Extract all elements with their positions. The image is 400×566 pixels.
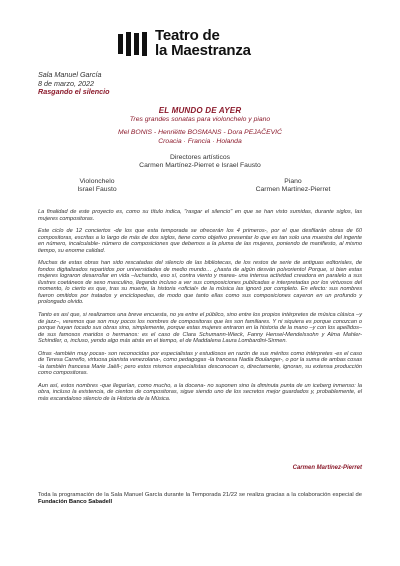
theatre-logo [118, 28, 251, 58]
logo-line-1: Teatro de [155, 27, 220, 44]
program-title: EL MUNDO DE AYER [158, 106, 242, 115]
event-meta [38, 71, 110, 97]
footer-note [38, 492, 362, 507]
author-signature: Carmen Martínez-Pierret [292, 465, 362, 471]
logo-text [155, 28, 251, 58]
paragraph: La finalidad de este proyecto es, como su título indica, "rasgar el silencio" en que se han visto sumidas, durante siglos, las mujeres compositoras. [38, 209, 362, 222]
composers: Mel BONIS - Henriëtte BOSMANS - Dora PEJAČEVIĆ [118, 129, 282, 136]
paragraph: Este ciclo de 12 conciertos -de los que esta temporada se ofrecerán los 4 primeros-, por el que desfilarán obras de 60 compositoras, escritas a lo largo de más de dos siglos, tiene como objetivo presentar lo que es tan solo una muestra del ingente en número, incalculable- número de composiciones que debemos a la pluma de las mujeres, poniendo de manifiesto, al mismo tiempo, su enorme calidad. [38, 228, 362, 254]
directors-heading: Directores artísticos [169, 154, 231, 161]
paragraph: Muchas de estas obras han sido rescatadas del silencio de las bibliotecas, de los restos de serie de antiguas editoriales, de fondos digitalizados repartidos por universidades de medio mundo… ¿hasta de algún desván polvoriento! Porque, si bien estas mujeres lograron desarrollar en vida –luchando, eso sí, contra viento y marea- una intensa actividad creadora en paralelo a sus ilustres coetáneos de sexo masculino, llegando incluso a ver sus composiciones publicadas e interpretadas por los virtuosos del momento, lo cierto es que, tras su muerte, la historia «oficial» de la música las ignoró por completo. En efecto: sus nombres fueron omitidos por tratados y enciclopedias, de modo que tanto ellas como sus composiciones cayeron en un profundo y prolongado olvido. [38, 260, 362, 306]
performer-piano [238, 178, 348, 194]
logo-line-2: la Maestranza [155, 42, 251, 59]
program-notes [38, 209, 362, 409]
venue: Sala Manuel García [38, 70, 102, 79]
performer-instrument: Violonchelo [79, 178, 115, 185]
performer-name: Israel Fausto [77, 186, 117, 194]
performer-instrument: Piano [284, 178, 302, 185]
paragraph: Otras -también muy pocas- son reconocidas por especialistas y estudiosos en razón de sus méritos como intérpretes -es el caso de Teresa Carreño, virtuosa pianista venezolana-, como pedagogas -la francesa Nadia Boulanger-, o por la suma de ambas cosas -la también francesa Marie Jaëll-; pero estos mismos especialistas desconocen o, directamente, ignoran, su extensa producción como compositoras. [38, 350, 362, 377]
logo-mark-icon [118, 30, 147, 56]
paragraph: Tanto es así que, si realizamos una breve encuesta, no ya entre el público, sino entre los propios intérpretes de música clásica –y de jazz–, veremos que son muy pocos los nombres de compositoras que les son familiares. Y ni siquiera es porque conozcan o porque hayan tocado sus obras sino, simplemente, porque estas mujeres entraron en la historia de la mano –y con los apellidos– de sus famosos maridos o hermanos: es el caso de Clara Schumann-Wieck, Fanny Hensel-Mendelssohn y Alma Mahler-Schindler, o, incluso, yendo algo más atrás en el tiempo, el de Maddalena Laura Lombardini-Sirmen. [38, 312, 362, 345]
performer-cello [62, 178, 132, 194]
countries: Croacia · Francia · Holanda [158, 138, 242, 145]
sponsor-name: Fundación Banco Sabadell [38, 499, 113, 506]
program-subtitle: Tres grandes sonatas para violonchelo y piano [129, 116, 271, 123]
performer-name: Carmen Martínez-Pierret [255, 186, 331, 194]
paragraph: Aun así, estos nombres -que llegarían, como mucho, a la docena- no suponen sino la diminuta punta de un iceberg inmenso: la obra, incluso la existencia, de cientos de compositoras, sigue siendo uno de los secretos mejor guardados y, probablemente, el más escandaloso silencio de la Historia de la Música. [38, 382, 362, 402]
directors-names: Carmen Martínez-Pierret e Israel Fausto [139, 162, 261, 169]
footer-text: Toda la programación de la Sala Manuel García durante la Temporada 21/22 se realiza gracias a la colaboración especial de [38, 492, 362, 498]
series-name: Rasgando el silencio [38, 87, 110, 97]
event-date: 8 de marzo, 2022 [38, 78, 94, 88]
